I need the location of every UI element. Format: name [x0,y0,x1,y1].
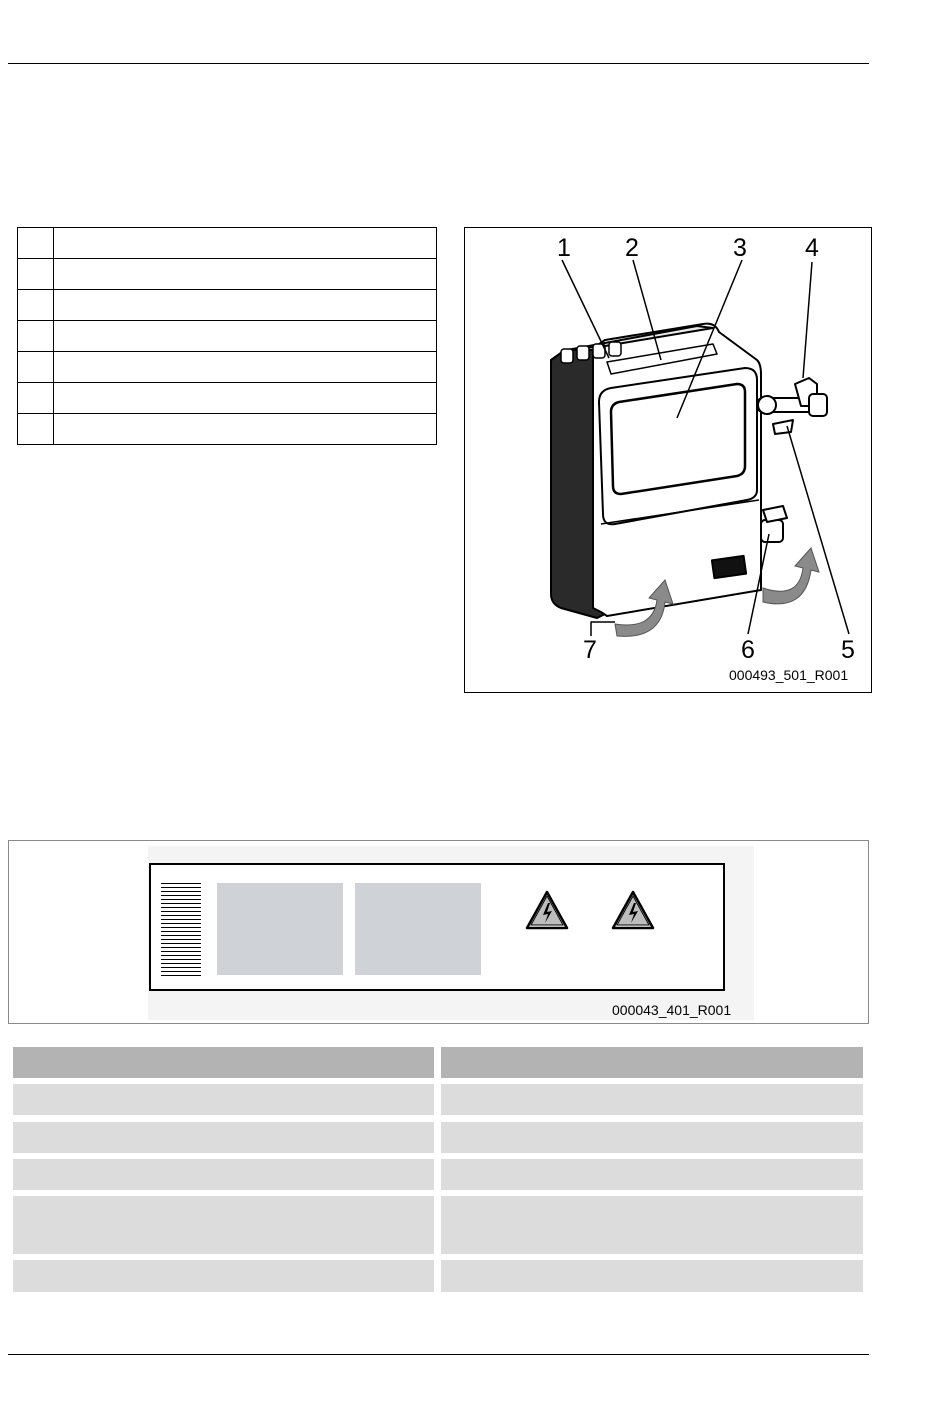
callout-2: 2 [625,234,639,262]
callout-5: 5 [841,636,855,664]
callout-4: 4 [805,234,819,262]
legend-description [54,352,437,383]
figure-code: 000043_401_R001 [612,1002,732,1018]
table-header-row [13,1047,863,1078]
legend-number [18,321,54,352]
table-row [13,1084,863,1115]
table-row [13,1159,863,1190]
legend-row [18,414,437,445]
legend-row [18,259,437,290]
callout-6: 6 [741,636,755,664]
table-header-cell [441,1047,863,1078]
nameplate-placeholder-box [217,883,343,975]
legend-description [54,414,437,445]
table-cell [441,1260,863,1292]
legend-row [18,352,437,383]
legend-number [18,414,54,445]
device-figure [464,227,872,693]
legend-number [18,290,54,321]
nameplate-text-lines [161,883,201,977]
table-row [13,1122,863,1153]
figure-code: 000493_501_R001 [729,667,849,683]
legend-row [18,321,437,352]
callout-3: 3 [733,234,747,262]
nameplate-placeholder-box [355,883,481,975]
table-cell [441,1196,863,1254]
table-cell [13,1084,434,1115]
table-cell [13,1260,434,1292]
table-cell [441,1159,863,1190]
table-row [13,1196,863,1254]
legend-description [54,321,437,352]
legend-number [18,383,54,414]
table-cell [441,1084,863,1115]
table-row [13,1260,863,1292]
table-cell [13,1159,434,1190]
nameplate [149,863,725,991]
legend-number [18,259,54,290]
header-rule [8,63,869,64]
electrical-hazard-warning-icon [611,890,655,930]
callout-7: 7 [583,636,597,664]
footer-rule [8,1354,869,1355]
table-cell [441,1122,863,1153]
legend-row [18,383,437,414]
callout-1: 1 [557,234,571,262]
legend-row [18,290,437,321]
legend-number [18,228,54,259]
legend-description [54,290,437,321]
table-cell [13,1196,434,1254]
legend-description [54,383,437,414]
legend-number [18,352,54,383]
table-header-cell [13,1047,434,1078]
legend-description [54,259,437,290]
electrical-hazard-warning-icon [525,890,569,930]
legend-description [54,228,437,259]
legend-row [18,228,437,259]
table-cell [13,1122,434,1153]
device-illustration [465,228,871,692]
component-legend-table [17,227,437,445]
